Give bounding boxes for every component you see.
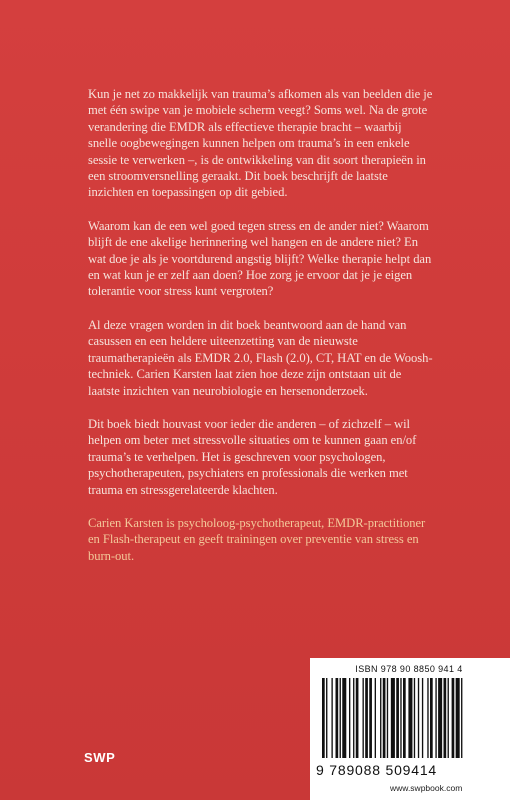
blurb-paragraph-2: Waarom kan de een wel goed tegen stress en de ander niet? Waarom blijft de ene akelige herinnering wel hangen en de andere niet? En wat doe je als je voortdurend angstig blijft? Welke therapie helpt dan en wat kun je er zelf aan doen? Hoe zorg je ervoor dat je je eigen tolerantie voor stress kunt vergroten?	[88, 218, 432, 299]
publisher-website: www.swpbook.com	[390, 783, 463, 793]
blurb-paragraph-1: Kun je net zo makkelijk van trauma’s afkomen als van beelden die je met één swipe van je mobiele scherm veegt? Soms wel. Na de grote verandering die EMDR als effectieve therapie bracht – waarbij snelle oogbewegingen kunnen helpen om trauma’s in een enkele sessie te verwerken –, is de ontwikkeling van dit soort therapieën in een stroomversnelling geraakt. Dit boek beschrijft de laatste inzichten en toepassingen op dit gebied.	[88, 87, 433, 200]
blurb-text	[88, 86, 433, 581]
barcode-area	[310, 658, 510, 800]
blurb-paragraph-3: Al deze vragen worden in dit boek beantwoord aan de hand van casussen en een heldere uiteenzetting van de nieuwste traumatherapieën als EMDR 2.0, Flash (2.0), CT, HAT en de Woosh-techniek. Carien Karsten laat zien hoe deze zijn ontstaan uit de laatste inzichten van neurobiologie en hersenonderzoek.	[88, 317, 433, 398]
barcode-digits: 9 789088 509414	[316, 762, 437, 778]
isbn-label: ISBN 978 90 8850 941 4	[355, 664, 463, 674]
barcode-icon	[318, 678, 504, 762]
blurb-paragraph-4: Dit boek biedt houvast voor ieder die anderen – of zichzelf – wil helpen om beter met stressvolle situaties om te kunnen gaan en/of trauma’s te verhelpen. Het is geschreven voor psychologen, psychotherapeuten, psychiaters en professionals die werken met trauma en stressgerelateerde klachten.	[88, 416, 417, 497]
publisher-logo: SWP	[84, 750, 116, 765]
author-note: Carien Karsten is psycholoog-psychotherapeut, EMDR-practitioner en Flash-therapeut en geeft trainingen over preventie van stress en burn-out.	[88, 515, 426, 563]
